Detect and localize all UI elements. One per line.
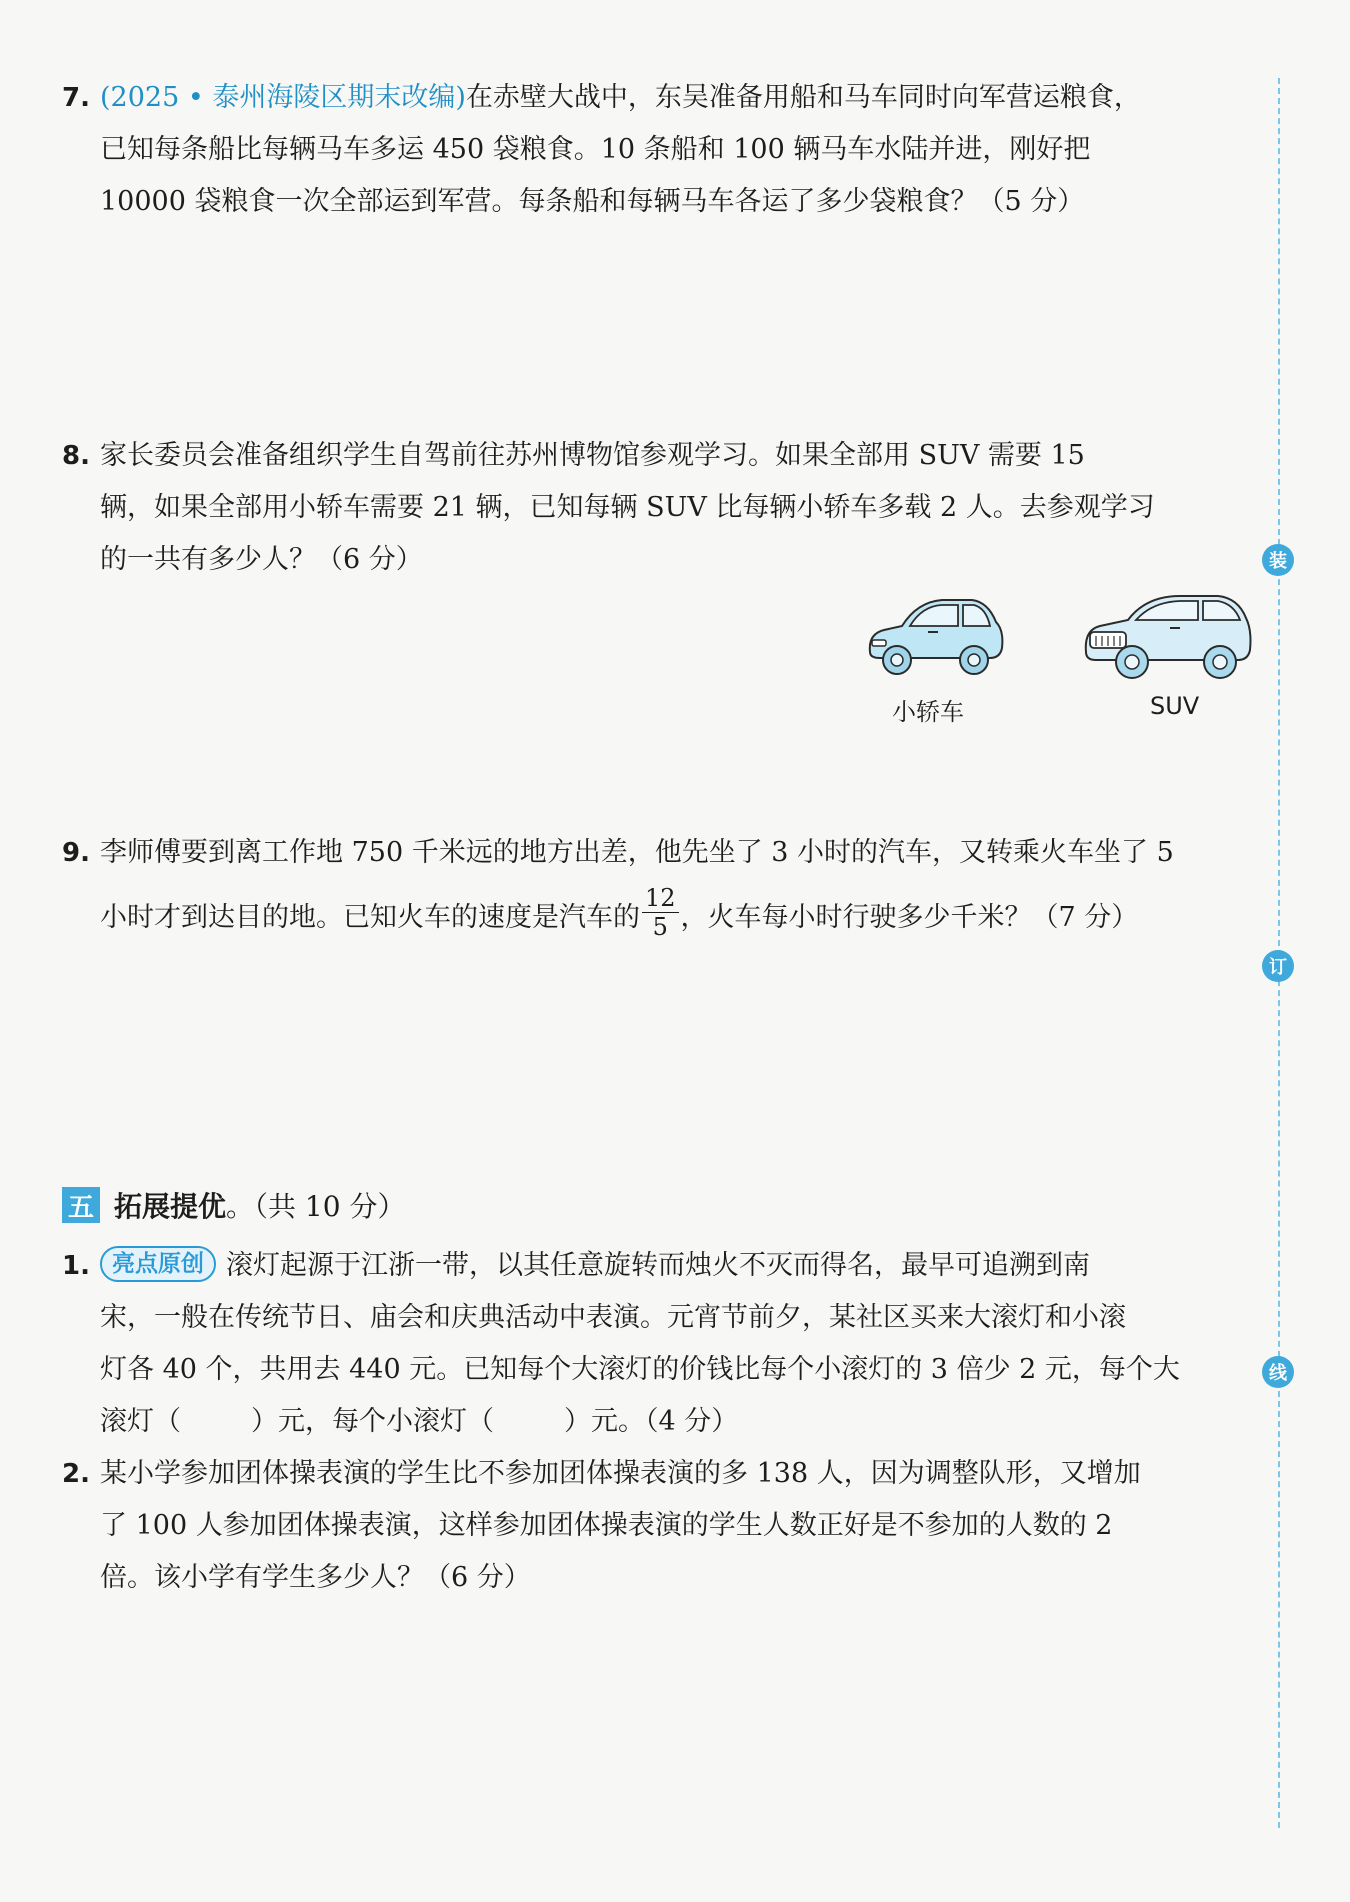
question-text-line: 小时才到达目的地。已知火车的速度是汽车的: [100, 902, 640, 933]
question-text-line: 滚灯（: [100, 1406, 181, 1437]
question-9: [62, 827, 1257, 957]
question-number: 8.: [62, 441, 90, 471]
suv-illustration: [1080, 590, 1255, 686]
question-number: 7.: [62, 83, 90, 113]
question-text-line: 在赤壁大战中，东吴准备用船和马车同时向军营运粮食，: [465, 82, 1141, 113]
fraction-numerator: 12: [642, 884, 679, 913]
fraction: [642, 884, 679, 941]
binding-mark: 线: [1262, 1356, 1294, 1388]
sedan-label: 小轿车: [892, 698, 964, 726]
question-text-line: 灯各 40 个，共用去 440 元。已知每个大滚灯的价钱比每个小滚灯的 3 倍少 2 元，每个大: [100, 1354, 1180, 1385]
question-text-line: 倍。该小学有学生多少人？（6 分）: [100, 1562, 531, 1593]
question-text-line: ）元，每个小滚灯（: [251, 1406, 494, 1437]
question-text-line: ，火车每小时行驶多少千米？（7 分）: [680, 902, 1139, 933]
binding-mark: 装: [1262, 544, 1294, 576]
question-text-line: 辆，如果全部用小轿车需要 21 辆，已知每辆 SUV 比每辆小轿车多载 2 人。去参观学习: [100, 492, 1155, 523]
original-tag: 亮点原创: [100, 1246, 216, 1282]
question-number: 1.: [62, 1251, 90, 1281]
question-7: [62, 72, 1257, 228]
question-text-line: 家长委员会准备组织学生自驾前往苏州博物馆参观学习。如果全部用 SUV 需要 15: [100, 440, 1085, 471]
suv-label: SUV: [1150, 692, 1200, 720]
question-text-line: ）元。（4 分）: [564, 1406, 739, 1437]
section-number-badge: 五: [62, 1187, 100, 1223]
question-text-line: 某小学参加团体操表演的学生比不参加团体操表演的多 138 人，因为调整队形，又增加: [100, 1458, 1141, 1489]
question-text-line: 了 100 人参加团体操表演，这样参加团体操表演的学生人数正好是不参加的人数的 2: [100, 1510, 1113, 1541]
question-number: 9.: [62, 838, 90, 868]
question-text-line: 李师傅要到离工作地 750 千米远的地方出差，他先坐了 3 小时的汽车，又转乘火车坐了 5: [100, 837, 1174, 868]
section-score: 。（共 10 分）: [226, 1190, 406, 1223]
fraction-denominator: 5: [652, 913, 668, 941]
sedan-illustration: [862, 592, 1007, 684]
extension-question-1: [62, 1240, 1257, 1448]
binding-mark: 订: [1262, 950, 1294, 982]
question-8: [62, 430, 1257, 586]
question-source: (2025 • 泰州海陵区期末改编): [100, 82, 466, 113]
section-title: 拓展提优: [114, 1190, 227, 1223]
extension-question-2: [62, 1448, 1257, 1604]
question-text-line: 10000 袋粮食一次全部运到军营。每条船和每辆马车各运了多少袋粮食？（5 分）: [100, 186, 1085, 217]
question-text-line: 已知每条船比每辆马车多运 450 袋粮食。10 条船和 100 辆马车水陆并进，刚好把: [100, 134, 1091, 165]
question-text-line: 滚灯起源于江浙一带，以其任意旋转而烛火不灭而得名，最早可追溯到南: [226, 1250, 1090, 1281]
question-text-line: 的一共有多少人？（6 分）: [100, 544, 423, 575]
question-text-line: 宋，一般在传统节日、庙会和庆典活动中表演。元宵节前夕，某社区买来大滚灯和小滚: [100, 1302, 1126, 1333]
section-header: [62, 1185, 405, 1225]
question-number: 2.: [62, 1459, 90, 1489]
